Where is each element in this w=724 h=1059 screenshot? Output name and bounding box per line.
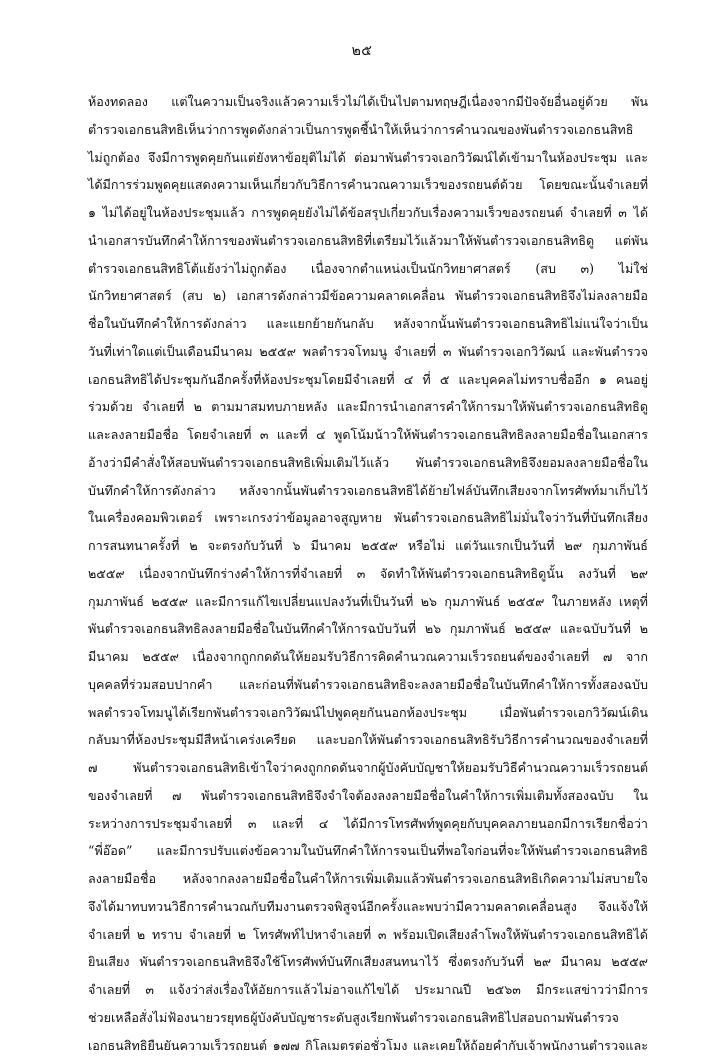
text-line: นักวิทยาศาสตร์ (สบ ๒) เอกสารดังกล่าวมีข้อความคลาดเคลื่อน พันตำรวจเอกธนสิทธิจึงไม่ลงลายมือ	[88, 282, 648, 310]
text-line: ๒๕๕๙ เนื่องจากบันทึกร่างคำให้การที่จำเลยที่ ๓ จัดทำให้พันตำรวจเอกธนสิทธิดูนั้น ลงวันที่ ๒๙	[88, 560, 648, 588]
text-line: และลงลายมือชื่อ โดยจำเลยที่ ๓ และที่ ๔ พูดโน้มน้าวให้พันตำรวจเอกธนสิทธิลงลายมือชื่อในเอกสาร	[88, 421, 648, 449]
text-line: ได้มีการร่วมพูดคุยแสดงความเห็นเกี่ยวกับวิธีการคำนวณความเร็วของรถยนต์ด้วย โดยขณะนั้นจำเลยที่	[88, 171, 648, 199]
text-line: ยินเสียง พันตำรวจเอกธนสิทธิจึงใช้โทรศัพท์บันทึกเสียงสนทนาไว้ ซึ่งตรงกับวันที่ ๒๙ มีนาคม ๒๕๕๙	[88, 948, 648, 976]
text-line: จำเลยที่ ๒ ทราบ จำเลยที่ ๒ โทรศัพท์ไปหาจำเลยที่ ๓ พร้อมเปิดเสียงลำโพงให้พันตำรวจเอกธนสิทธิได้	[88, 921, 648, 949]
text-line: ห้องทดลอง แต่ในความเป็นจริงแล้วความเร็วไม่ได้เป็นไปตามทฤษฎีเนื่องจากมีปัจจัยอื่นอยู่ด้วย พัน	[88, 88, 648, 116]
text-line: บันทึกคำให้การดังกล่าว หลังจากนั้นพันตำรวจเอกธนสิทธิได้ย้ายไฟล์บันทึกเสียงจากโทรศัพท์มาเก็บไว้	[88, 477, 648, 505]
text-line: มีนาคม ๒๕๕๙ เนื่องจากถูกกดดันให้ยอมรับวิธีการคิดคำนวณความเร็วรถยนต์ของจำเลยที่ ๗ จาก	[88, 643, 648, 671]
text-line: วันที่เท่าใดแต่เป็นเดือนมีนาคม ๒๕๕๙ พลตำรวจโทมนู จำเลยที่ ๓ พันตำรวจเอกวิวัฒน์ และพันตำรวจ	[88, 338, 648, 366]
text-line: จึงได้มาทบทวนวิธีการคำนวณกับทีมงานตรวจพิสูจน์อีกครั้งและพบว่ามีความคลาดเคลื่อนสูง จึงแจ้งให้	[88, 893, 648, 921]
text-line: ระหว่างการประชุมจำเลยที่ ๓ และที่ ๔ ได้มีการโทรศัพท์พูดคุยกับบุคคลภายนอกมีการเรียกชื่อว่า	[88, 810, 648, 838]
text-line: พลตำรวจโทมนูได้เรียกพันตำรวจเอกวิวัฒน์ไปพูดคุยกันนอกห้องประชุม เมื่อพันตำรวจเอกวิวัฒน์เดิน	[88, 699, 648, 727]
text-line: กลับมาที่ห้องประชุมมีสีหน้าเคร่งเครียด และบอกให้พันตำรวจเอกธนสิทธิรับวิธีการคำนวณของจำเลยที่	[88, 726, 648, 754]
text-line: ของจำเลยที่ ๗ พันตำรวจเอกธนสิทธิจึงจำใจต้องลงลายมือชื่อในคำให้การเพิ่มเติมทั้งสองฉบับ ใน	[88, 782, 648, 810]
text-line: ๑ ไม่ได้อยู่ในห้องประชุมแล้ว การพูดคุยยังไม่ได้ข้อสรุปเกี่ยวกับเรื่องความเร็วของรถยนต์ จำเลยที่ ๓ ได้	[88, 199, 648, 227]
text-line: บุคคลที่ร่วมสอบปากคำ และก่อนที่พันตำรวจเอกธนสิทธิจะลงลายมือชื่อในบันทึกคำให้การทั้งสองฉบับ	[88, 671, 648, 699]
text-line: ไม่ถูกต้อง จึงมีการพูดคุยกันแต่ยังหาข้อยุติไม่ได้ ต่อมาพันตำรวจเอกวิวัฒน์ได้เข้ามาในห้องประชุม และ	[88, 144, 648, 172]
body-text	[88, 88, 648, 1059]
text-line: ตำรวจเอกธนสิทธิเห็นว่าการพูดดังกล่าวเป็นการพูดชี้นำให้เห็นว่าการคำนวณของพันตำรวจเอกธนสิทธิ	[88, 116, 648, 144]
text-line: ชื่อในบันทึกคำให้การดังกล่าว และแยกย้ายกันกลับ หลังจากนั้นพันตำรวจเอกธนสิทธิไม่แน่ใจว่าเป็น	[88, 310, 648, 338]
text-line: ร่วมด้วย จำเลยที่ ๒ ตามมาสมทบภายหลัง และมีการนำเอกสารคำให้การมาให้พันตำรวจเอกธนสิทธิดู	[88, 393, 648, 421]
page-number: ๒๕	[0, 40, 724, 62]
text-line: ตำรวจเอกธนสิทธิโต้แย้งว่าไม่ถูกต้อง เนื่องจากตำแหน่งเป็นนักวิทยาศาสตร์ (สบ ๓) ไม่ใช่	[88, 255, 648, 283]
text-line: นำเอกสารบันทึกคำให้การของพันตำรวจเอกธนสิทธิที่เตรียมไว้แล้วมาให้พันตำรวจเอกธนสิทธิดู แต่พัน	[88, 227, 648, 255]
text-line: ในเครื่องคอมพิวเตอร์ เพราะเกรงว่าข้อมูลอาจสูญหาย พันตำรวจเอกธนสิทธิไม่มั่นใจว่าวันที่บันทึกเสียง	[88, 504, 648, 532]
text-line: อ้างว่ามีคำสั่งให้สอบพันตำรวจเอกธนสิทธิเพิ่มเติมไว้แล้ว พันตำรวจเอกธนสิทธิจึงยอมลงลายมือชื่อใน	[88, 449, 648, 477]
text-line: จำเลยที่ ๓ แจ้งว่าส่งเรื่องให้อัยการแล้วไม่อาจแก้ไขได้ ประมาณปี ๒๕๖๓ มีกระแสข่าวว่ามีการ	[88, 976, 648, 1004]
text-line: ๗ พันตำรวจเอกธนสิทธิเข้าใจว่าคงถูกกดดันจากผู้บังคับบัญชาให้ยอมรับวิธีคำนวณความเร็วรถยนต์	[88, 754, 648, 782]
text-line: การสนทนาครั้งที่ ๒ จะตรงกับวันที่ ๖ มีนาคม ๒๕๕๙ หรือไม่ แต่วันแรกเป็นวันที่ ๒๙ กุมภาพันธ์	[88, 532, 648, 560]
text-line: กุมภาพันธ์ ๒๕๕๙ และมีการแก้ไขเปลี่ยนแปลงวันที่เป็นวันที่ ๒๖ กุมภาพันธ์ ๒๕๕๙ ในภายหลัง เหตุที่	[88, 588, 648, 616]
text-line: พันตำรวจเอกธนสิทธิลงลายมือชื่อในบันทึกคำให้การฉบับวันที่ ๒๖ กุมภาพันธ์ ๒๕๕๙ และฉบับวันที่ ๒	[88, 615, 648, 643]
text-line: ลงลายมือชื่อ หลังจากลงลายมือชื่อในคำให้การเพิ่มเติมแล้วพันตำรวจเอกธนสิทธิเกิดความไม่สบายใจ	[88, 865, 648, 893]
text-line: เอกธนสิทธิยืนยันความเร็วรถยนต์ ๑๗๗ กิโลเมตรต่อชั่วโมง และเคยให้ถ้อยคำกับเจ้าพนักงานตำรวจและ	[88, 1032, 648, 1059]
text-line: “พี่อ๊อด” และมีการปรับแต่งข้อความในบันทึกคำให้การจนเป็นที่พอใจก่อนที่จะให้พันตำรวจเอกธนสิทธิ	[88, 837, 648, 865]
text-line: เอกธนสิทธิได้ประชุมกันอีกครั้งที่ห้องประชุมโดยมีจำเลยที่ ๔ ที่ ๕ และบุคคลไม่ทราบชื่ออีก ๑ คนอยู่	[88, 366, 648, 394]
text-line: ช่วยเหลือสั่งไม่ฟ้องนายวรยุทธผู้บังคับบัญชาระดับสูงเรียกพันตำรวจเอกธนสิทธิไปสอบถามพันตำรวจ	[88, 1004, 648, 1032]
